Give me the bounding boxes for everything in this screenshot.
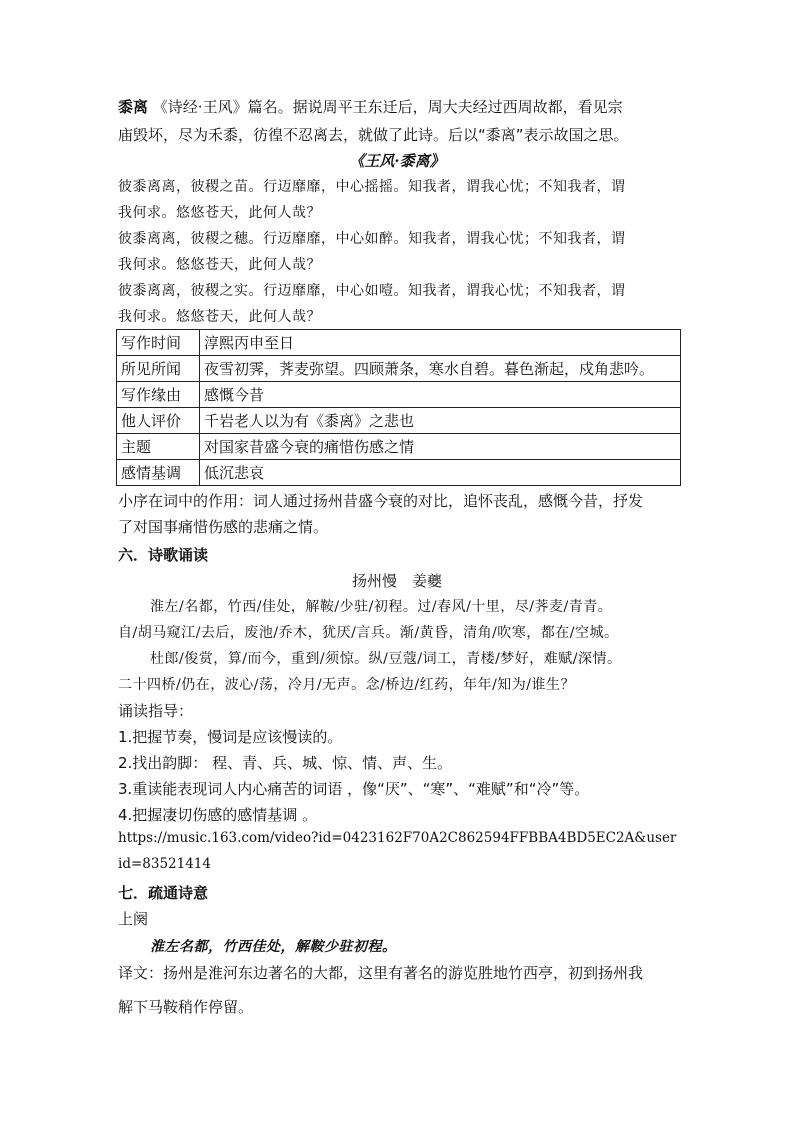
- recital-line: 二十四桥/仍在，波心/荡，冷月/无声。念/桥边/红药，年年/知为/谁生？: [118, 677, 576, 693]
- verse-line: 淮左名都，竹西佳处，解鞍少驻初程。: [150, 939, 397, 955]
- section-7-heading: 七．疏通诗意: [118, 884, 209, 902]
- table-row: [117, 408, 681, 434]
- table-key: 写作缘由: [117, 382, 200, 408]
- poem-line: 我何求。悠悠苍天，此何人哉？: [118, 309, 321, 325]
- poem-line: 我何求。悠悠苍天，此何人哉？: [118, 257, 321, 273]
- preface-note-line-2: 了对国事痛惜伤感的悲痛之情。: [118, 518, 329, 536]
- guide-item: 3.重读能表现词人内心痛苦的词语 ，像“厌”、“寒”、“难赋”和“冷”等。: [118, 780, 590, 798]
- video-link-line-1[interactable]: https://music.163.com/video?id=0423162F70A2C862594FFBBA4BD5EC2A&user: [118, 830, 677, 846]
- preface-note-line-1: 小序在词中的作用：词人通过扬州昔盛今衰的对比，追怀丧乱，感慨今昔，抒发: [118, 492, 644, 510]
- video-link-cont[interactable]: [118, 856, 211, 872]
- table-value: 淳熙丙申至日: [200, 330, 681, 356]
- table-key: 主题: [117, 434, 200, 460]
- recital-line: 自/胡马窥江/去后，废池/乔木，犹厌/言兵。渐/黄昏，清角/吹寒，都在/空城。: [118, 625, 619, 641]
- intro-text: 《诗经·王风》篇名。据说周平王东迁后，周大夫经过西周故都，看见宗: [152, 98, 623, 116]
- info-table: [116, 329, 681, 486]
- poem-line: 彼黍离离，彼稷之穗。行迈靡靡，中心如醉。知我者，谓我心忧；不知我者，谓: [118, 231, 626, 247]
- poem-line: 彼黍离离，彼稷之苗。行迈靡靡，中心摇摇。知我者，谓我心忧；不知我者，谓: [118, 179, 626, 195]
- table-value: 夜雪初霁，荠麦弥望。四顾萧条，寒水自碧。暮色渐起，戍角悲吟。: [200, 356, 681, 382]
- table-row: [117, 330, 681, 356]
- intro-term: 黍离: [118, 98, 149, 116]
- guide-label: 诵读指导：: [118, 702, 194, 720]
- table-row: [117, 434, 681, 460]
- guide-item: 4.把握凄切伤感的感情基调 。: [118, 806, 318, 824]
- translation-line-1: 译文：扬州是淮河东边著名的大都，这里有著名的游览胜地竹西亭，初到扬州我: [118, 964, 644, 982]
- yangzhoumanpoem-title: 扬州慢 姜夔: [351, 572, 442, 590]
- poem-title: 《王风·黍离》: [349, 152, 445, 170]
- video-link-line-2[interactable]: id=83521414: [118, 856, 211, 872]
- table-key: 他人评价: [117, 408, 200, 434]
- translation-line-2: 解下马鞍稍作停留。: [118, 998, 254, 1016]
- guide-item: 2.找出韵脚： 程、青、兵、城、惊、情、声、生。: [118, 754, 453, 772]
- poem-line: 彼黍离离，彼稷之实。行迈靡靡，中心如噎。知我者，谓我心忧；不知我者，谓: [118, 283, 626, 299]
- video-link[interactable]: [118, 830, 676, 846]
- recital-line: 杜郎/俊赏，算/而今，重到/须惊。纵/豆蔻/词工，青楼/梦好，难赋/深情。: [150, 651, 622, 667]
- recital-line: 淮左/名都，竹西/佳处，解鞍/少驻/初程。过/春风/十里，尽/荠麦/青青。: [150, 599, 613, 615]
- table-key: 感情基调: [117, 460, 200, 486]
- table-value: 低沉悲哀: [200, 460, 681, 486]
- table-row: [117, 460, 681, 486]
- table-row: [117, 356, 681, 382]
- section-6-heading: 六．诗歌诵读: [118, 546, 209, 564]
- table-key: 所见所闻: [117, 356, 200, 382]
- table-key: 写作时间: [117, 330, 200, 356]
- table-value: 千岩老人以为有《黍离》之悲也: [200, 408, 681, 434]
- table-value: 对国家昔盛今衰的痛惜伤感之情: [200, 434, 681, 460]
- table-value: 感慨今昔: [200, 382, 681, 408]
- poem-line: 我何求。悠悠苍天，此何人哉？: [118, 205, 321, 221]
- intro-line-2: 庙毁坏，尽为禾黍，彷徨不忍离去，就做了此诗。后以“黍离”表示故国之思。: [118, 126, 629, 144]
- guide-item: 1.把握节奏，慢词是应该慢读的。: [118, 728, 343, 746]
- intro-line-1: [118, 96, 623, 117]
- section-7-subheading: 上阕: [118, 910, 149, 928]
- table-row: [117, 382, 681, 408]
